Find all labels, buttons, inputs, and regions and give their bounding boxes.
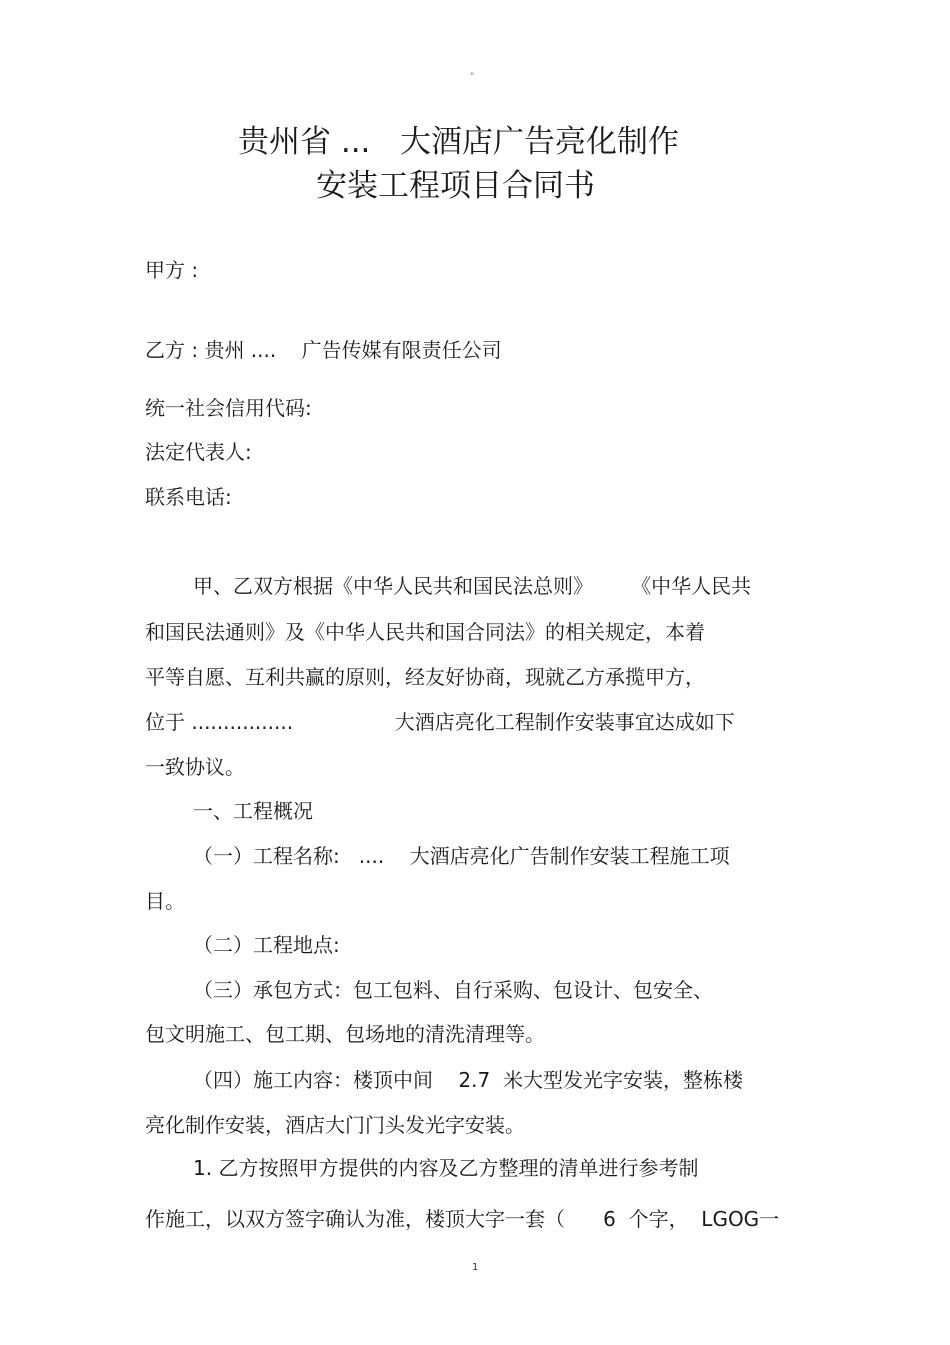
item-2: （二）工程地点: xyxy=(193,933,340,957)
item-4-line-1: （四）施工内容：楼顶中间 2.7 米大型发光字安装，整栋楼 xyxy=(193,1068,743,1092)
party-a: 甲方 : xyxy=(145,258,199,282)
title-line-1: 贵州省 ... 大酒店广告亮化制作 xyxy=(238,124,679,160)
intro-line-4: 位于 ................ 大酒店亮化工程制作安装事宜达成如下 xyxy=(145,710,735,734)
intro-line-2: 和国民法通则》及《中华人民共和国合同法》的相关规定，本着 xyxy=(145,620,705,644)
intro-line-5: 一致协议。 xyxy=(145,755,245,779)
page-number: 1 xyxy=(472,1262,479,1273)
section-heading-1: 一、工程概况 xyxy=(193,799,313,823)
intro-line-1: 甲、乙双方根据《中华人民共和国民法总则》 《中华人民共 xyxy=(193,574,752,598)
item-3-line-1: （三）承包方式：包工包料、自行采购、包设计、包安全、 xyxy=(193,978,713,1002)
header-mark: " xyxy=(470,72,475,82)
credit-code-label: 统一社会信用代码: xyxy=(145,396,312,420)
party-b: 乙方 : 贵州 .... 广告传媒有限责任公司 xyxy=(145,338,502,362)
phone-label: 联系电话: xyxy=(145,485,232,509)
point-1-line-2: 作施工，以双方签字确认为准，楼顶大字一套（ 6 个字， LGOG一 xyxy=(145,1207,780,1231)
title-line-2: 安装工程项目合同书 xyxy=(316,168,595,204)
item-3-line-2: 包文明施工、包工期、包场地的清洗清理等。 xyxy=(145,1022,545,1046)
item-4-line-2: 亮化制作安装，酒店大门门头发光字安装。 xyxy=(145,1113,525,1137)
point-1-line-1: 1. 乙方按照甲方提供的内容及乙方整理的清单进行参考制 xyxy=(193,1156,699,1180)
item-1-line-1: （一）工程名称: .... 大酒店亮化广告制作安装工程施工项 xyxy=(193,844,730,868)
legal-rep-label: 法定代表人: xyxy=(145,440,252,464)
item-1-line-2: 目。 xyxy=(145,889,185,913)
intro-line-3: 平等自愿、互利共赢的原则，经友好协商，现就乙方承揽甲方， xyxy=(145,665,705,689)
